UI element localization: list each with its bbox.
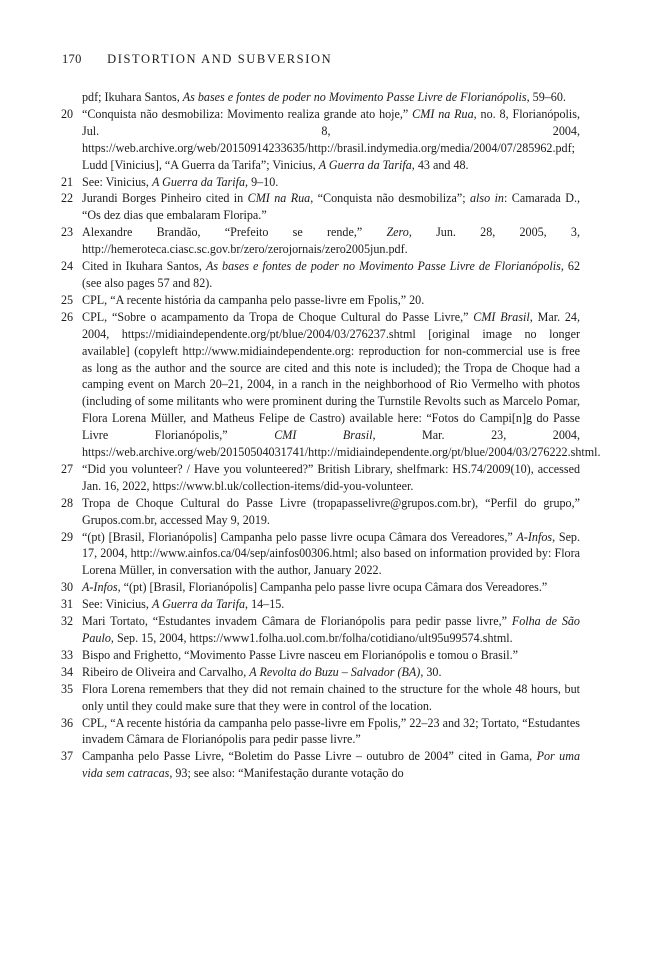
endnote (61, 748, 580, 782)
endnote-number: 35 (61, 681, 74, 696)
endnote (61, 664, 580, 681)
endnote-number: 20 (61, 106, 74, 121)
endnote (61, 190, 580, 224)
endnote-number: 36 (61, 715, 74, 730)
endnote (61, 106, 580, 174)
endnote-number: 30 (61, 580, 74, 595)
endnote-number: 26 (61, 309, 74, 324)
endnote (61, 613, 580, 647)
endnote-text: Campanha pelo Passe Livre, “Boletim do Passe Livre – outubro de 2004” cited in Gama, Por uma vida sem catracas, 93; see also: “Manifestação durante votação do (82, 749, 580, 781)
endnote (61, 309, 601, 461)
endnote-number: 27 (61, 461, 74, 476)
page-number: 170 (62, 52, 82, 66)
endnote (61, 495, 580, 529)
endnote-text: Flora Lorena remembers that they did not remain chained to the structure for the whole 48 hours, but only until they could make sure that they were in control of the location. (82, 681, 580, 713)
endnote-text: Alexandre Brandão, “Prefeito se rende,” Zero, Jun. 28, 2005, 3, http://hemeroteca.ciasc.sc.gov.br/zero/zerojornais/zero2005jun.pdf. (82, 225, 580, 257)
endnote-number: 24 (61, 259, 74, 274)
endnote-text: Bispo and Frighetto, “Movimento Passe Livre nasceu em Florianópolis e tomou o Brasil.” (82, 647, 518, 662)
endnote (61, 715, 580, 749)
endnote-number: 22 (61, 191, 74, 206)
endnote-text: “Did you volunteer? / Have you volunteered?” British Library, shelfmark: HS.74/2009(10), accessed Jan. 16, 2022, https://www.bl.uk/collection-items/did-you-volunteer. (82, 461, 580, 493)
endnote-number: 28 (61, 495, 74, 510)
endnote-number: 32 (61, 614, 74, 629)
endnote (61, 174, 580, 191)
endnote (82, 89, 580, 106)
endnote-number: 37 (61, 749, 74, 764)
endnote-text: A-Infos, “(pt) [Brasil, Florianópolis] Campanha pelo passe livre ocupa Câmara dos Vereadores.” (82, 580, 548, 595)
endnote-text: CPL, “A recente história da campanha pelo passe-livre em Fpolis,” 22–23 and 32; Tortato, “Estudantes invadem Câmara de Florianópolis para pedir passe livre.” (82, 715, 580, 747)
endnote-text: Ribeiro de Oliveira and Carvalho, A Revolta do Buzu – Salvador (BA), 30. (82, 664, 442, 679)
endnote-text: “Conquista não desmobiliza: Movimento realiza grande ato hoje,” CMI na Rua, no. 8, Florianópolis, Jul. 8, 2004, https://web.archive.org/web/20150914233635/http://brasil.indymedia.org/media/2004/07/285962.pdf; Ludd [Vinicius], “A Guerra da Tarifa”; Vinicius, A Guerra da Tarifa, 43 and 48. (82, 106, 580, 172)
endnote (61, 224, 580, 258)
endnote (61, 579, 580, 596)
endnote (61, 258, 580, 292)
running-title: DISTORTION AND SUBVERSION (107, 52, 333, 66)
endnote-number: 34 (61, 664, 74, 679)
endnote-text: “(pt) [Brasil, Florianópolis] Campanha pelo passe livre ocupa Câmara dos Vereadores,” A-Infos, Sep. 17, 2004, http://www.ainfos.ca/04/sep/ainfos00306.html; also based on information provided by: Flora Lorena Müller, in conversation with the author, January 2022. (82, 529, 581, 578)
endnote (61, 292, 580, 309)
endnote-text: Cited in Ikuhara Santos, As bases e fontes de poder no Movimento Passe Livre de Florianópolis, 62 (see also pages 57 and 82). (82, 259, 580, 290)
endnote-number: 31 (61, 597, 74, 612)
endnote-number: 25 (61, 292, 74, 307)
running-header (62, 52, 332, 67)
endnote-text: Tropa de Choque Cultural do Passe Livre (tropapasselivre@grupos.com.br), “Perfil do grupo,” Grupos.com.br, accessed May 9, 2019. (82, 495, 580, 527)
endnote-number: 29 (61, 529, 74, 544)
endnote (61, 647, 580, 664)
endnote-text: Jurandi Borges Pinheiro cited in CMI na Rua, “Conquista não desmobiliza”; also in: Camarada D., “Os dez dias que embalaram Floripa.” (82, 191, 580, 223)
endnote (61, 681, 580, 715)
endnote-number: 23 (61, 225, 74, 240)
endnotes-list (61, 89, 601, 782)
endnote-text: See: Vinicius, A Guerra da Tarifa, 9–10. (82, 174, 279, 189)
endnote (61, 596, 580, 613)
endnote (61, 529, 581, 580)
endnote-text: Mari Tortato, “Estudantes invadem Câmara de Florianópolis para pedir passe livre,” Folha de São Paulo, Sep. 15, 2004, https://www1.folha.uol.com.br/folha/cotidiano/ult95u99574.shtml. (82, 614, 580, 645)
endnote-number: 21 (61, 174, 74, 189)
endnote-text: CPL, “A recente história da campanha pelo passe-livre em Fpolis,” 20. (82, 292, 425, 307)
endnote-text: pdf; Ikuhara Santos, As bases e fontes de poder no Movimento Passe Livre de Florianópolis, 59–60. (82, 90, 566, 104)
endnote-text: See: Vinicius, A Guerra da Tarifa, 14–15. (82, 597, 285, 612)
endnote-number: 33 (61, 647, 74, 662)
endnote (61, 461, 580, 495)
endnote-text: CPL, “Sobre o acampamento da Tropa de Choque Cultural do Passe Livre,” CMI Brasil, Mar. 24, 2004, https://midiaindependente.org/pt/blue/2004/03/276237.shtml [original image no longer available] (copyleft http://www.midiaindependente.org: reproduction for non-commercial use is free as long as the author and the source are cited and this note is included); the Tropa de Choque had a camping event on March 20–21, 2004, in a ranch in the neighborhood of Rio Vermelho with photos (including of some militants who were prominent during the Turnstile Revolts such as Marcelo Pomar, Flora Lorena Müller, and Matheus Felipe de Castro) available here: “Fotos do Campi[n]g do Passe Livre Florianópolis,” CMI Brasil, Mar. 23, 2004, https://web.archive.org/web/20150504031741/http://midiaindependente.org/pt/blue/2004/03/276222.shtml. (82, 309, 601, 460)
